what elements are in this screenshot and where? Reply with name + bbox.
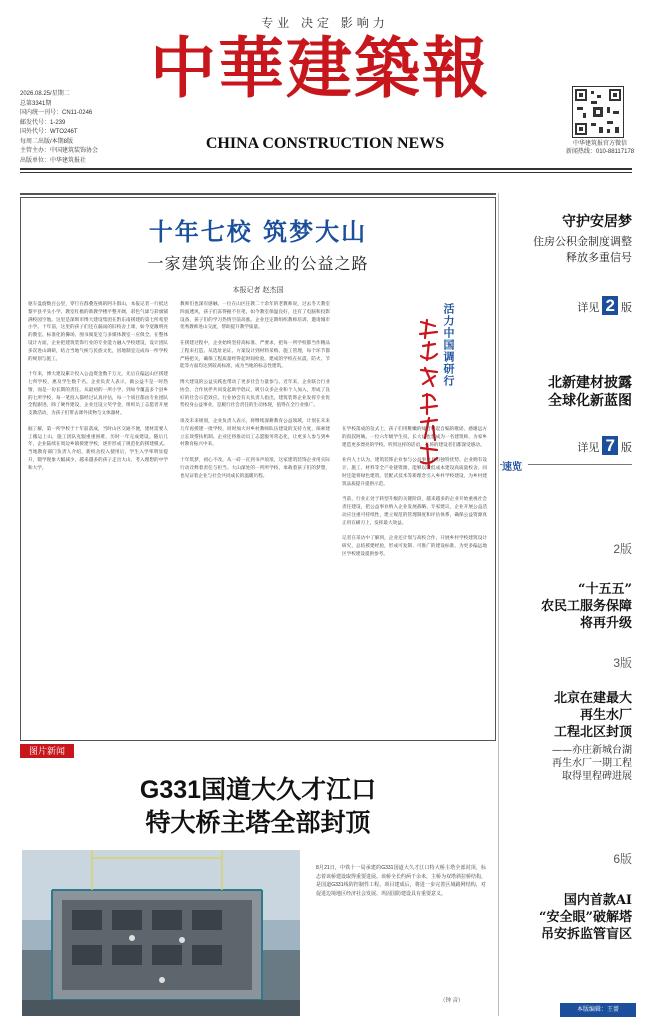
page-ref-2: 2版 <box>613 542 632 556</box>
see-prefix: 详见 <box>577 302 600 314</box>
column-divider <box>498 193 499 1016</box>
sidebar-subhead-1 <box>505 234 632 266</box>
masthead-english-name: CHINA CONSTRUCTION NEWS <box>205 135 445 152</box>
meta-line: 每周二出版/本期8版 <box>20 138 74 145</box>
qr-caption-hotline: 新闻热线：010-88117178 <box>565 149 635 155</box>
qr-code-icon <box>572 86 624 138</box>
sidebar-headline-3-line1: “十五五” <box>578 582 632 597</box>
photo-credit: （钟 音） <box>440 998 464 1004</box>
see-page-link-2[interactable] <box>530 296 632 315</box>
photo-caption: 8月21日，中铁十一局承建的G331国道大久才江口特大桥主塔全部封顶，标志着该桥建设取得重要进展。该桥全长约两千余米，主桥为双塔斜拉桥结构，是国道G331线的控制性工程。项目建成后，将进一步完善区域路网结构，对促进边境地区经济社会发展、巩固国防建设具有重要意义。 <box>316 865 487 897</box>
bridge-tower-photo <box>22 850 300 1016</box>
sidebar-headline-4-line2: 再生水厂 <box>579 708 632 723</box>
meta-line: 总第3341期 <box>20 100 52 107</box>
sidebar-headline-5-line2: “安全眼”破解塔 <box>539 910 632 925</box>
sidebar-headline-2[interactable] <box>510 374 632 410</box>
masthead-divider-thin <box>20 172 632 173</box>
sidebar-subhead-4-line1: ——亦庄新城台湖 <box>552 745 632 756</box>
meta-line: 主管主办：中国建筑装饰协会 <box>20 148 99 154</box>
lead-subheadline: 一家建筑装饰企业的公益之路 <box>147 254 369 273</box>
sidebar-subhead-4-line3: 取得里程碑进展 <box>562 771 632 782</box>
see-page-link-7[interactable] <box>530 436 632 455</box>
sidebar-headline-3-line2: 农民工服务保障 <box>540 599 632 614</box>
sidebar-headline-4[interactable] <box>505 690 632 741</box>
lead-frame-top <box>20 193 496 195</box>
sidebar-headline-5-line1: 国内首款AI <box>563 893 632 908</box>
lead-body-column-3: 在学校落成的仪式上，孩子们用稚嫩的嗓音唱起自编的歌谣，感谢远方的叔叔阿姨。一位六年级学生说，长大后也想成为一名建筑师，为家乡建造更多漂亮的学校。听到这样的话语，在场的建设者们都深受感动。 业内人士认为，建筑装饰企业参与公益事业具有独特优势。企业拥有设计、施工、材料等全产业链资源，能够以较低成本建设高质量校舍，同时还能将绿色建筑、装配式技术等新理念引入乡村学校建设，为乡村建筑品质提升提供示范。 当前，行业正处于转型升级的关键阶段，越来越多的企业开始重视社会责任建设，把公益事业纳入企业发展战略。专家建议，企业开展公益活动应注重可持续性，建立规范的管理制度和评估体系，确保公益资源真正用在刷刃上，发挥最大效益。 记者在采访中了解到，企业还计划与高校合作，开展乡村学校建筑设计研究，总结援建经验，形成可复制、可推广的建设标准，为更多偏远地区学校建设提供参考。 <box>342 426 487 556</box>
photo-news-tag: 图片新闻 <box>20 744 74 758</box>
sidebar-headline-1[interactable]: 守护安居梦 <box>562 214 632 230</box>
see-suffix: 版 <box>621 442 632 454</box>
qr-caption-wechat: 中华建筑报官方微信 <box>572 141 627 147</box>
page-number-badge: 2 <box>602 296 617 315</box>
meta-line: 国内统一刊号：CN11-0246 <box>20 110 93 116</box>
page-ref-3: 3版 <box>613 656 632 670</box>
sidebar-headline-2-line1: 北新建材披露 <box>548 375 632 391</box>
sidebar-headline-4-line3: 工程北区封顶 <box>553 725 632 740</box>
see-suffix: 版 <box>621 302 632 314</box>
sidebar-subhead-4 <box>500 744 632 783</box>
sidebar-headline-2-line2: 全球化新蓝图 <box>548 393 632 409</box>
masthead-slogan: 专业 决定 影响力 <box>261 16 389 30</box>
masthead-logo: 中華建築報 <box>150 29 490 107</box>
sidebar-headline-5-line3: 吊安拆监管盲区 <box>540 927 632 942</box>
sidebar-headline-3-line3: 将再升级 <box>579 616 632 631</box>
meta-line: 出版单位：中华建筑报社 <box>20 157 87 164</box>
lead-headline[interactable]: 十年七校 筑梦大山 <box>148 217 368 246</box>
meta-line: 2026.08.25/星期二 <box>20 91 70 97</box>
lead-byline: 本报记者 赵杰国 <box>232 287 284 294</box>
meta-line: 国外代号：WTO246T <box>20 129 78 135</box>
lead-body-column-1: 驱车盘旋数百公里，穿行在群叠连绵的阿斗群山，本报记者一行抵达黎平县平头小学。教室红檐的新教学楼平整开阔，彩色气球与彩旗铺满校园空地。这里是深圳市博大建设集团在黔东南援建的第七所希望小学。十年前，这里的孩子们还在漏雨的旧校舍上课，如今宽敞明亮的教室、标准化的操场、图书阅览室与多媒体教室一应俱全。在整体设计方面，企业把建筑装饰行业的专业能力融入学校建设，设计团队多次进山调研，结合当地气候与民族文化，因地制宜完成每一所学校的规划与施工。 十年来，博大建设累计投入公益资金数千万元，先后在偏远山区援建七所学校，惠及学生数千名。企业负责人表示，做公益不是一时热情，而是一份长期的责任。从最初的一所小学，到如今覆盖多个县乡的七所学校，每一笔投入都经过认真评估，每一个项目都由专业团队全程跟进。除了硬件建设，企业还设立奖学金，组织员工志愿者开展支教活动，为孩子们带去课外读物与文体器材。 据了解，第一所学校于十年前落成，当时山区交通不便，建材需要人工搬运上山，施工团队克服重重困难，历时一年完成建设。随后几年，企业陆续在周边乡镇援建学校，逐步形成了规范化的援建模式。当地教育部门负责人介绍，新校舍投入使用后，学生入学率明显提升，辍学现象大幅减少，越来越多的孩子走出大山，考入理想的中学和大学。 <box>28 301 168 470</box>
issue-metadata <box>20 90 180 166</box>
sidebar-headline-5[interactable] <box>505 892 632 943</box>
qr-caption <box>560 140 640 156</box>
quick-view-label: 速览 <box>502 458 528 473</box>
page-editor-badge: 本版编辑：王蔷 <box>560 1003 636 1017</box>
photo-news-headline-line2[interactable]: 特大桥主塔全部封顶 <box>145 809 371 837</box>
column-series-label: 活力中国调研行 <box>442 303 455 387</box>
sidebar-subhead-1-line1: 住房公积金制度调整 <box>533 235 632 248</box>
sidebar-subhead-1-line2: 释放多重信号 <box>566 251 632 264</box>
masthead-divider <box>20 168 632 170</box>
sidebar-subhead-4-line2: 再生水厂一期工程 <box>552 758 632 769</box>
sidebar-headline-4-line1: 北京在建最大 <box>553 691 632 706</box>
page-number-badge: 7 <box>602 436 617 455</box>
lead-body-column-2: 教师们也深有感触。一位在山区任教二十余年的老教师说，过去冬天教室四面透风，孩子们冻得握不住笔，如今教室保温良好，还有了电脑和投影设备，孩子们的学习热情空前高涨。企业还定期组织教师培训，邀请城市优秀教师进山交流，帮助提升教学质量。 在援建过程中，企业始终坚持高标准、严要求，把每一所学校都当作精品工程来打造。从选址论证、方案设计到材料采购、施工管理，每个环节都严格把关，确保工程质量经得起时间检验。建成的学校在抗震、防火、节能等方面均达到较高标准，成为当地的标志性建筑。 博大建设的公益实践也带动了更多社会力量参与。近年来，企业联合行业协会、合作伙伴共同发起助学倡议，吸引众多企业和个人加入，形成了良好的社会示范效应。行业协会有关负责人指出，建筑装饰企业发挥专业优势投身公益事业，是履行社会责任的生动体现，值得在全行业推广。 谈及未来规划，企业负责人表示，将继续深耕教育公益领域，计划在未来几年再援建一批学校，同时加大对乡村教师队伍建设的支持力度，探索建立长效帮扶机制。企业还将推动员工志愿服务常态化，让更多人参与到乡村教育振兴中来。 十年筑梦，初心不改。从一砖一瓦到书声琅琅，这家建筑装饰企业用实际行动诠释着责任与担当。大山深处的一所所学校，承载着孩子们的梦想，也见证着企业与社会共同成长的温暖历程。 <box>180 301 330 478</box>
photo-news-headline-line1[interactable]: G331国道大久才江口 <box>139 776 377 804</box>
sidebar-headline-3[interactable] <box>505 581 632 632</box>
page-ref-6: 6版 <box>613 852 632 866</box>
see-prefix: 详见 <box>577 442 600 454</box>
meta-line: 邮发代号：1-239 <box>20 119 66 126</box>
